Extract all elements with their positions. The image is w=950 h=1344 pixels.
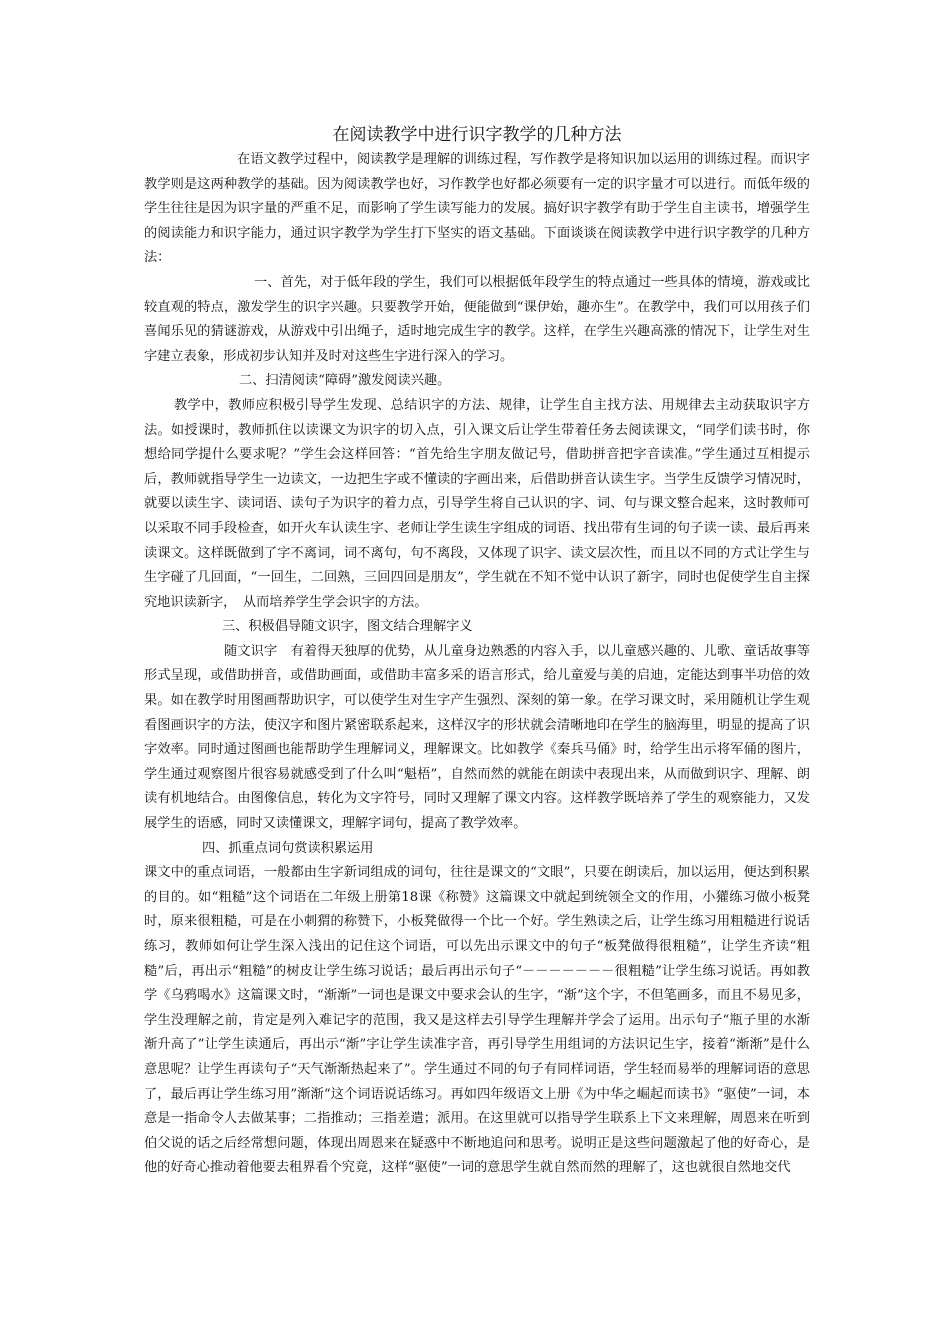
section-2-heading: 二、扫清阅读“障碍”激发阅读兴趣。 <box>239 373 451 389</box>
section-3-paragraph: 随文识字 有着得天独厚的优势，从儿童身边熟悉的内容入手，以儿童感兴趣的、儿歌、童话故事等形式呈现，或借助拼音，或借助画面，或借助丰富多采的语言形式，给儿童爱与美的启迪，定能达到事半功倍的效果。如在教学时用图画帮助识字，可以使学生对生字产生强烈、深刻的第一象。在学习课文时，采用随机让学生观看图画识字的方法，使汉字和图片紧密联系起来，这样汉字的形状就会清晰地印在学生的脑海里，明显的提高了识字效率。同时通过图画也能帮助学生理解词义，理解课文。比如教学《秦兵马俑》时，给学生出示将军俑的图片，学生通过观察图片很容易就感受到了什么叫“魁梧”，自然而然的就能在朗读中表现出来，从而做到识字、理解、朗读有机地结合。由图像信息，转化为文字符号，同时又理解了课文内容。这样教学既培养了学生的观察能力，又发展学生的语感，同时又读懂课文，理解字词句，提高了教学效率。 <box>144 643 810 832</box>
document-page <box>144 122 810 1181</box>
section-3-heading: 三、积极倡导随文识字，图文结合理解字义 <box>222 619 473 635</box>
section-4-paragraph: 课文中的重点词语，一般都由生字新词组成的词句，往往是课文的“文眼”，只要在朗读后，加以运用，便达到积累的目的。如“粗糙”这个词语在二年级上册第18课《称赞》这篇课文中就起到统领全文的作用，小獾练习做小板凳时，原来很粗糙，可是在小刺猬的称赞下，小板凳做得一个比一个好。学生熟读之后，让学生练习用粗糙进行说话练习，教师如何让学生深入浅出的记住这个词语，可以先出示课文中的句子“板凳做得很粗糙”，让学生齐读“粗糙”后，再出示“粗糙”的树皮让学生练习说话；最后再出示句子“－－－－－－－很粗糙”让学生练习说话。再如教学《乌鸦喝水》这篇课文时，“渐渐”一词也是课文中要求会认的生字，“渐”这个字，不但笔画多，而且不易见多，学生没理解之前，肯定是列入难记字的范围，我又是这样去引导学生理解并学会了运用。出示句子“瓶子里的水渐渐升高了”让学生读通后，再出示“渐”字让学生读准字音，再引导学生用组词的方法识记生字，接着“渐渐”是什么意思呢？让学生再读句子“天气渐渐热起来了”。学生通过不同的句子有同样词语，学生轻而易举的理解词语的意思了，最后再让学生练习用”渐渐“这个词语说话练习。再如四年级语文上册《为中华之崛起而读书》“驱使”一词，本意是一指命令人去做某事；二指推动；三指差遣；派用。在这里就可以指导学生联系上下文来理解，周恩来在听到伯父说的话之后经常想问题，体现出周恩来在疑惑中不断地追问和思考。说明正是这些问题激起了他的好奇心，是他的好奇心推动着他要去租界看个究竟，这样“驱使”一词的意思学生就自然而然的理解了，这也就很自然地交代 <box>144 865 810 1176</box>
section-2-paragraph: 教学中，教师应积极引导学生发现、总结识字的方法、规律，让学生自主找方法、用规律去主动获取识字方法。如授课时，教师抓住以读课文为识字的切入点，引入课文后让学生带着任务去阅读课文，“同学们读书时，你想给同学提什么要求呢？”学生会这样回答：“首先给生字朋友做记号，借助拼音把字音读准。”学生通过互相提示后，教师就指导学生一边读文，一边把生字或不懂读的字画出来，后借助拼音认读生字。当学生反馈学习情况时，就要以读生字、读词语、读句子为识字的着力点，引导学生将自己认识的字、词、句与课文整合起来，这时教师可以采取不同手段检查，如开火车认读生字、老师让学生读生字组成的词语、找出带有生词的句子读一读、最后再来读课文。这样既做到了字不离词，词不离句，句不离段，又体现了识字、读文层次性，而且以不同的方式让学生与生字碰了几回面，“一回生，二回熟，三回四回是朋友”，学生就在不知不觉中认识了新字，同时也促使学生自主探究地识读新字， 从而培养学生学会识字的方法。 <box>144 397 810 610</box>
intro-paragraph: 在语文教学过程中，阅读教学是理解的训练过程，写作教学是将知识加以运用的训练过程。而识字教学则是这两种教学的基础。因为阅读教学也好，习作教学也好都必须要有一定的识字量才可以进行。而低年级的学生往往是因为识字量的严重不足，而影响了学生读写能力的发展。搞好识字教学有助于学生自主读书，增强学生的阅读能力和识字能力，通过识字教学为学生打下坚实的语文基础。下面谈谈在阅读教学中进行识字教学的几种方法： <box>144 152 810 266</box>
document-title: 在阅读教学中进行识字教学的几种方法 <box>332 125 622 145</box>
section-4-heading: 四、抓重点词句赏读积累运用 <box>202 840 374 856</box>
section-1-paragraph: 一、首先，对于低年段的学生，我们可以根据低年段学生的特点通过一些具体的情境，游戏或比较直观的特点，激发学生的识字兴趣。只要教学开始，便能做到“课伊始，趣亦生”。在教学中，我们可以用孩子们喜闻乐见的猜谜游戏，从游戏中引出绳子，适时地完成生字的教学。这样，在学生兴趣高涨的情况下，让学生对生字建立表象，形成初步认知并及时对这些生字进行深入的学习。 <box>144 274 810 364</box>
